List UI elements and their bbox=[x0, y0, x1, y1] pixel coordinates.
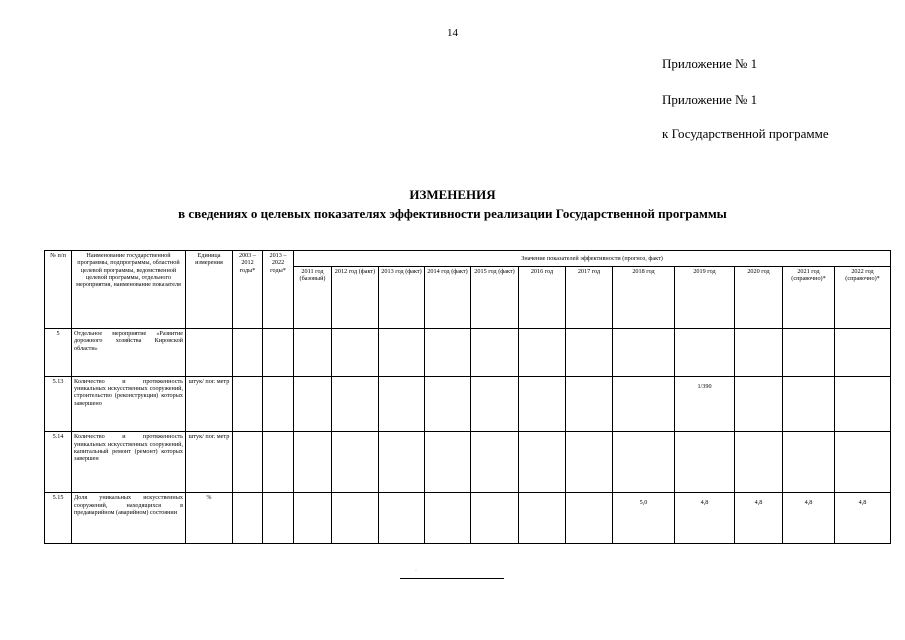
table-row bbox=[45, 432, 891, 493]
year-value-2 bbox=[379, 493, 425, 544]
header-year-7: 2018 год bbox=[613, 267, 675, 329]
row-number: 5.14 bbox=[45, 432, 72, 493]
year-value-4 bbox=[471, 432, 519, 493]
year-value-9: 4,8 bbox=[735, 493, 783, 544]
period-2013-2022-value bbox=[263, 432, 294, 493]
year-value-8 bbox=[675, 329, 735, 377]
year-value-9 bbox=[735, 432, 783, 493]
year-value-7 bbox=[613, 329, 675, 377]
year-value-7 bbox=[613, 376, 675, 432]
period-2003-2012-value bbox=[233, 493, 263, 544]
year-value-2 bbox=[379, 432, 425, 493]
header-year-2: 2013 год (факт) bbox=[379, 267, 425, 329]
year-value-1 bbox=[332, 329, 379, 377]
period-2003-2012-value bbox=[233, 329, 263, 377]
period-2013-2022-value bbox=[263, 376, 294, 432]
unit-of-measure: штук/ пог. метр bbox=[186, 432, 233, 493]
year-value-9 bbox=[735, 376, 783, 432]
header-year-11: 2022 год (справочно)* bbox=[835, 267, 891, 329]
header-year-8: 2019 год bbox=[675, 267, 735, 329]
year-value-9 bbox=[735, 329, 783, 377]
header-year-4: 2015 год (факт) bbox=[471, 267, 519, 329]
year-value-8: 4,8 bbox=[675, 493, 735, 544]
row-number: 5.15 bbox=[45, 493, 72, 544]
year-value-3 bbox=[425, 432, 471, 493]
scan-speck: · bbox=[415, 568, 417, 574]
year-value-8: 1/390 bbox=[675, 376, 735, 432]
header-period-2003-2012: 2003 – 2012 годы* bbox=[233, 251, 263, 329]
year-value-4 bbox=[471, 329, 519, 377]
indicator-name: Количество и протяженность уникальных искусственных сооружений, строительство (реконструкция) которых завершено bbox=[72, 376, 186, 432]
document-subtitle: в сведениях о целевых показателях эффективности реализации Государственной программы bbox=[178, 206, 727, 221]
row-number: 5.13 bbox=[45, 376, 72, 432]
header-year-9: 2020 год bbox=[735, 267, 783, 329]
header-name: Наименование государственной программы, подпрограммы, областной целевой программы, ведомственной целевой программы, отдельного мероприятия, наименование показателя bbox=[72, 251, 186, 329]
header-year-5: 2016 год bbox=[519, 267, 566, 329]
year-value-4 bbox=[471, 376, 519, 432]
year-value-8 bbox=[675, 432, 735, 493]
year-value-3 bbox=[425, 329, 471, 377]
period-2003-2012-value bbox=[233, 376, 263, 432]
year-value-0 bbox=[294, 329, 332, 377]
indicator-name: Отдельное мероприятие «Развитие дорожного хозяйства Кировской области» bbox=[72, 329, 186, 377]
year-value-11 bbox=[835, 329, 891, 377]
year-value-0 bbox=[294, 376, 332, 432]
footer-separator-line bbox=[400, 578, 504, 579]
year-value-5 bbox=[519, 376, 566, 432]
header-year-0: 2011 год (базовый) bbox=[294, 267, 332, 329]
year-value-10 bbox=[783, 376, 835, 432]
header-unit: Единица измерения bbox=[186, 251, 233, 329]
appendix-label-3: к Государственной программе bbox=[662, 126, 829, 141]
year-value-7 bbox=[613, 432, 675, 493]
year-value-10: 4,8 bbox=[783, 493, 835, 544]
period-2013-2022-value bbox=[263, 493, 294, 544]
header-year-1: 2012 год (факт) bbox=[332, 267, 379, 329]
document-title: ИЗМЕНЕНИЯ bbox=[409, 187, 496, 202]
year-value-6 bbox=[566, 432, 613, 493]
header-year-3: 2014 год (факт) bbox=[425, 267, 471, 329]
indicator-name: Количество и протяженность уникальных искусственных сооружений, капитальный ремонт (ремонт) которых завершен bbox=[72, 432, 186, 493]
year-value-4 bbox=[471, 493, 519, 544]
year-value-3 bbox=[425, 376, 471, 432]
year-value-0 bbox=[294, 493, 332, 544]
year-value-5 bbox=[519, 329, 566, 377]
header-period-2013-2022: 2013 – 2022 годы* bbox=[263, 251, 294, 329]
unit-of-measure: штук/ пог. метр bbox=[186, 376, 233, 432]
period-2003-2012-value bbox=[233, 432, 263, 493]
year-value-11 bbox=[835, 432, 891, 493]
year-value-1 bbox=[332, 432, 379, 493]
header-year-10: 2021 год (справочно)* bbox=[783, 267, 835, 329]
page-number: 14 bbox=[447, 27, 458, 39]
header-year-6: 2017 год bbox=[566, 267, 613, 329]
year-value-11: 4,8 bbox=[835, 493, 891, 544]
appendix-label-2: Приложение № 1 bbox=[662, 92, 758, 107]
row-number: 5 bbox=[45, 329, 72, 377]
year-value-0 bbox=[294, 432, 332, 493]
year-value-1 bbox=[332, 376, 379, 432]
unit-of-measure bbox=[186, 329, 233, 377]
year-value-6 bbox=[566, 329, 613, 377]
indicators-table bbox=[44, 250, 891, 544]
appendix-label-1: Приложение № 1 bbox=[662, 56, 758, 71]
year-value-6 bbox=[566, 376, 613, 432]
year-value-5 bbox=[519, 493, 566, 544]
year-value-1 bbox=[332, 493, 379, 544]
year-value-11 bbox=[835, 376, 891, 432]
period-2013-2022-value bbox=[263, 329, 294, 377]
year-value-7: 5,0 bbox=[613, 493, 675, 544]
year-value-2 bbox=[379, 329, 425, 377]
year-value-10 bbox=[783, 329, 835, 377]
year-value-2 bbox=[379, 376, 425, 432]
year-value-3 bbox=[425, 493, 471, 544]
table-row bbox=[45, 329, 891, 377]
header-num: № п/п bbox=[45, 251, 72, 329]
indicator-name: Доля уникальных искусственных сооружений, находящихся в предаварийном (аварийном) состоянии bbox=[72, 493, 186, 544]
year-value-5 bbox=[519, 432, 566, 493]
header-values-group: Значение показателей эффективности (прогноз, факт) bbox=[294, 251, 891, 267]
table-row bbox=[45, 493, 891, 544]
table-row bbox=[45, 376, 891, 432]
year-value-10 bbox=[783, 432, 835, 493]
unit-of-measure: % bbox=[186, 493, 233, 544]
year-value-6 bbox=[566, 493, 613, 544]
